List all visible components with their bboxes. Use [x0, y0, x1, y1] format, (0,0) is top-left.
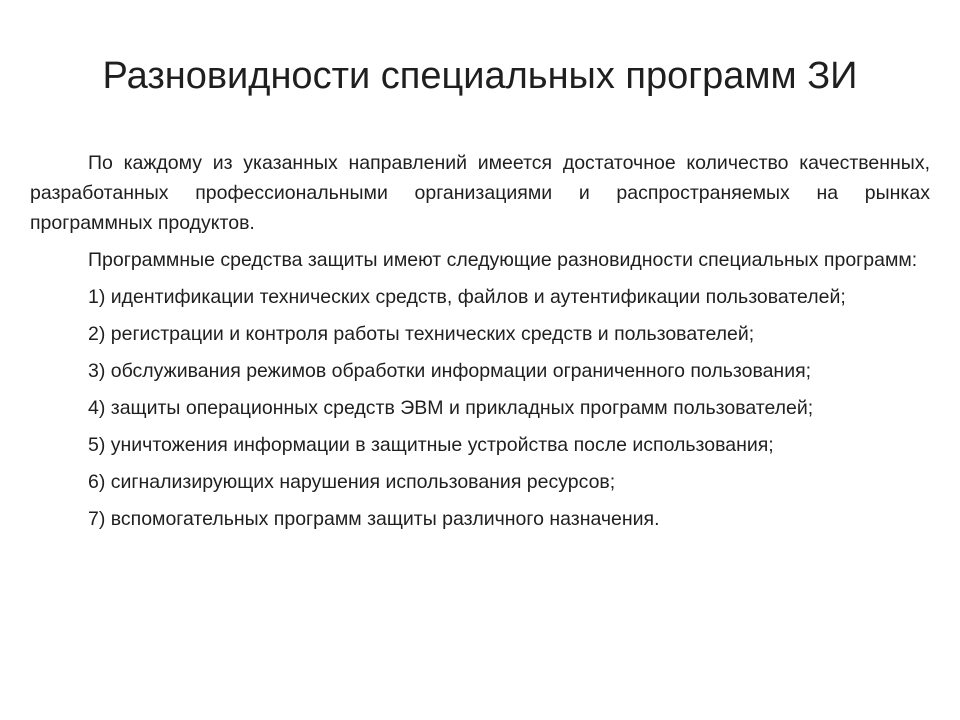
slide-title: Разновидности специальных программ ЗИ [102, 55, 858, 97]
list-item: 7) вспомогательных программ защиты различного назначения. [88, 508, 660, 530]
body-paragraph: Программные средства защиты имеют следующие разновидности специальных программ: [88, 249, 918, 271]
list-item: 1) идентификации технических средств, файлов и аутентификации пользователей; [88, 286, 846, 308]
list-item: 2) регистрации и контроля работы технических средств и пользователей; [88, 323, 755, 345]
list-item: 4) защиты операционных средств ЭВМ и прикладных программ пользователей; [88, 397, 814, 419]
body-paragraph: По каждому из указанных направлений имеется достаточное количество качественных, разработанных профессиональными организациями и распространяемых на рынках программных продуктов. [30, 152, 930, 234]
list-item: 5) уничтожения информации в защитные устройства после использования; [88, 434, 774, 456]
list-item: 6) сигнализирующих нарушения использования ресурсов; [88, 471, 616, 493]
list-item: 3) обслуживания режимов обработки информации ограниченного пользования; [88, 360, 812, 382]
slide-body [30, 148, 930, 541]
